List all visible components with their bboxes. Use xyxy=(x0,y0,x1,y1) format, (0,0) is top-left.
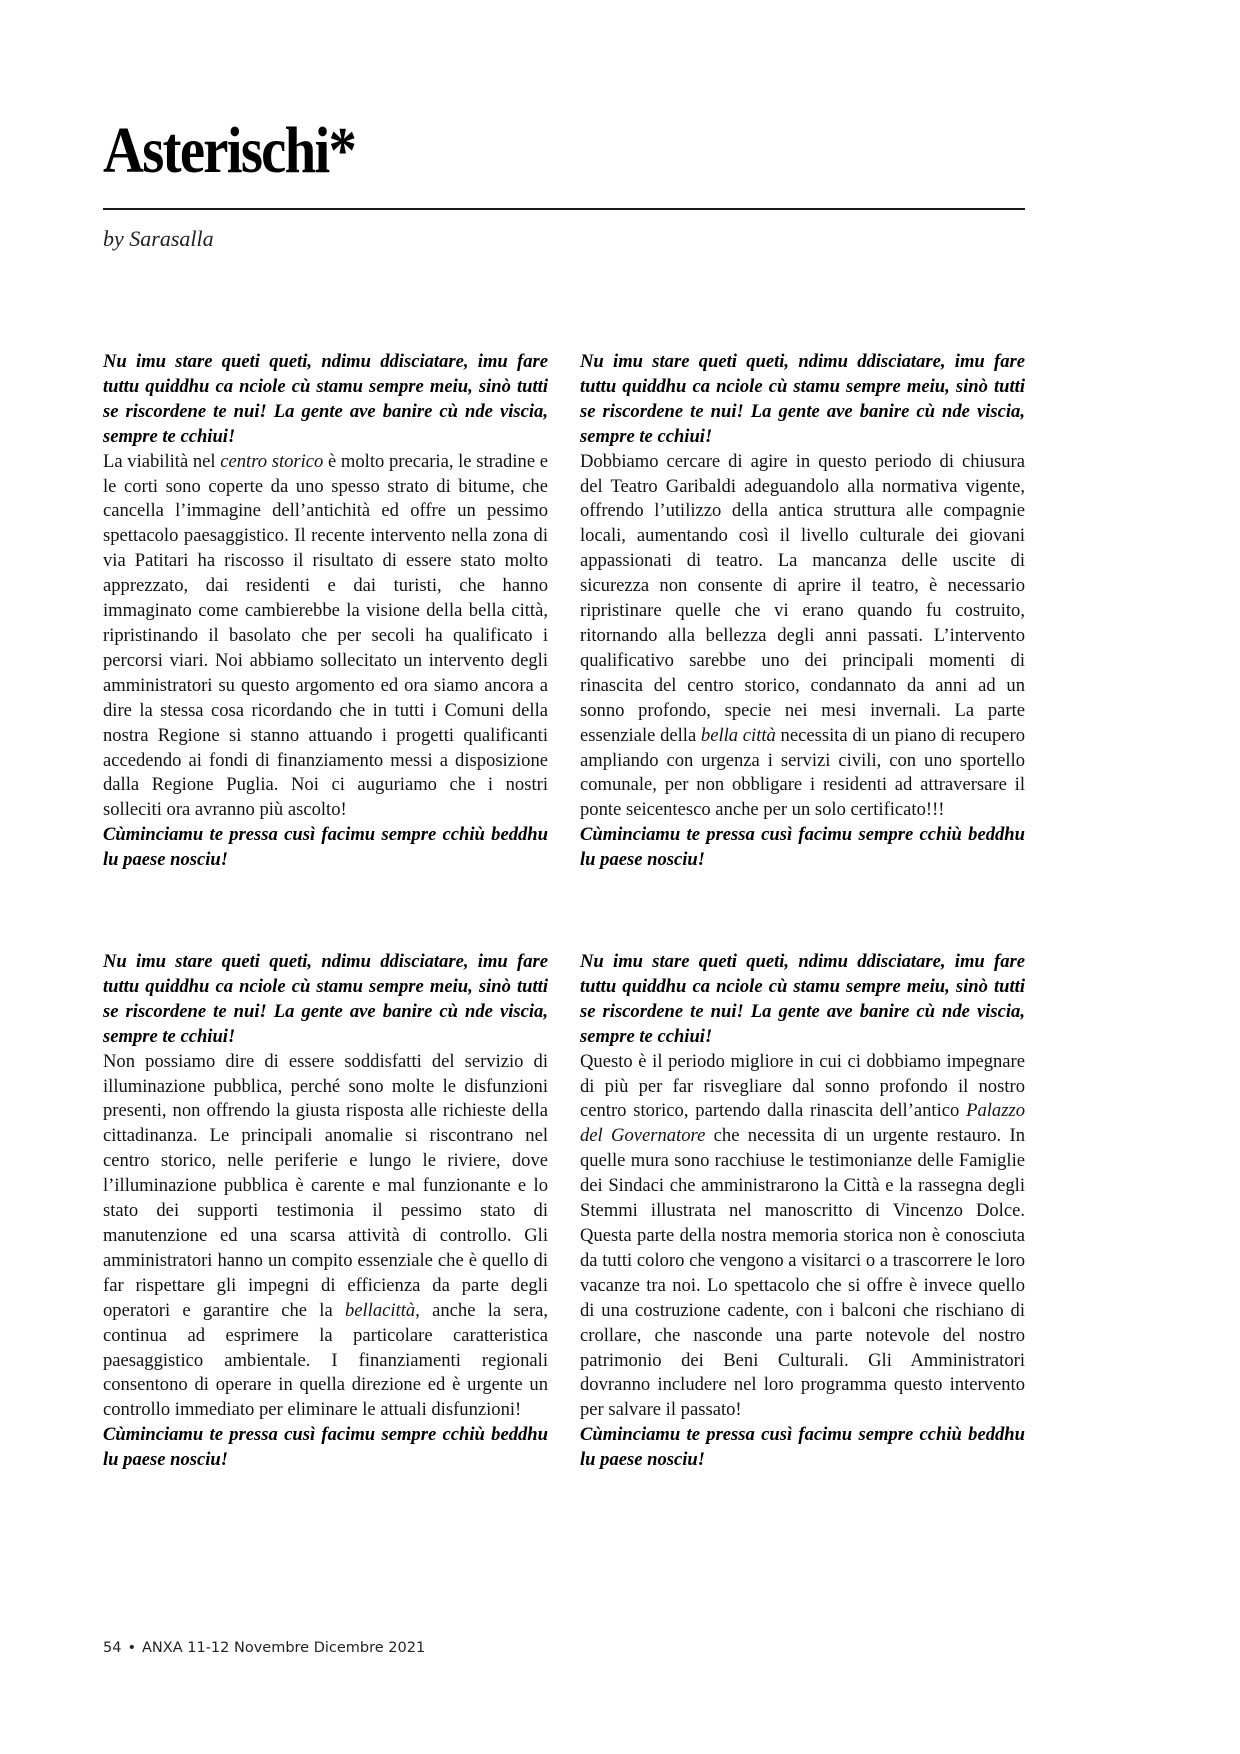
page-number: 54 xyxy=(103,1640,122,1656)
article-closing-motto: Cùminciamu te pressa cusì facimu sempre cchiù beddhu lu paese nosciu! xyxy=(103,824,548,871)
byline: by Sarasalla xyxy=(103,226,214,251)
body-segment: Dobbiamo cercare di agire in questo periodo di chiusura del Teatro Garibaldi adeguandolo alla normativa vigente, offrendo l’utilizzo della antica struttura alle compagnie locali, aumentando così il livello culturale dei giovani appassionati di teatro. La mancanza delle uscite di sicurezza non consente di aprire il teatro, è necessario ripristinare quelle che vi erano quando fu costruito, ritornando alla bellezza degli anni passati. L’intervento qualificativo sarebbe uno dei principali momenti di rinascita del centro storico, condannato da anni ad un sonno profondo, specie nei mesi invernali. La parte essenziale della xyxy=(580,450,1025,746)
article-intro-motto: Nu imu stare queti queti, ndimu ddisciatare, imu fare tuttu quiddhu ca nciole cù stamu sempre meiu, sinò tutti se riscordene te nui! La gente ave banire cù nde viscia, sempre te cchiui! xyxy=(580,351,1025,447)
article-body xyxy=(103,1050,548,1424)
article-block xyxy=(103,950,548,1473)
article-closing-motto: Cùminciamu te pressa cusì facimu sempre cchiù beddhu lu paese nosciu! xyxy=(103,1424,548,1471)
article-body xyxy=(580,450,1025,824)
article-closing-motto: Cùminciamu te pressa cusì facimu sempre cchiù beddhu lu paese nosciu! xyxy=(580,824,1025,871)
page-title: Asterischi* xyxy=(103,114,356,187)
article-closing-motto: Cùminciamu te pressa cusì facimu sempre cchiù beddhu lu paese nosciu! xyxy=(580,1424,1025,1471)
body-segment: necessita di un piano di recupero ampliando con urgenza i servizi civili, con uno sportello comunale, per non obbligare i residenti ad attraversare il ponte seicentesco anche per un solo certificato!!! xyxy=(580,724,1026,821)
body-segment: La viabilità nel xyxy=(103,450,221,472)
body-segment: , anche la sera, continua ad esprimere la particolare caratteristica paesaggistico ambientale. I finanziamenti regionali consentono di operare in quella direzione ed è urgente un controllo immediato per eliminare le attuali disfunzioni! xyxy=(103,1299,548,1421)
body-segment: è molto precaria, le stradine e le corti sono coperte da uno spesso strato di bitume, che cancella l’immagine dell’antichità ed offre un pessimo spettacolo paesaggistico. Il recente intervento nella zona di via Patitari ha riscosso il risultato di essere stato molto apprezzato, dai residenti e dai turisti, che hanno immaginato come cambierebbe la visione della bella città, ripristinando il basolato che per secoli ha qualificato i percorsi viari. Noi abbiamo sollecitato un intervento degli amministratori su questo argomento ed ora siamo ancora a dire la stessa cosa ricordando che in tutti i Comuni della nostra Regione si stanno attuando i progetti qualificanti accedendo ai fondi di finanziamento messi a disposizione dalla Regione Puglia. Noi ci auguriamo che i nostri solleciti ora avranno più ascolto! xyxy=(103,450,548,821)
page-footer xyxy=(103,1640,425,1656)
title-divider xyxy=(103,208,1025,210)
article-intro-motto: Nu imu stare queti queti, ndimu ddisciatare, imu fare tuttu quiddhu ca nciole cù stamu sempre meiu, sinò tutti se riscordene te nui! La gente ave banire cù nde viscia, sempre te cchiui! xyxy=(103,351,548,447)
article-intro-motto: Nu imu stare queti queti, ndimu ddisciatare, imu fare tuttu quiddhu ca nciole cù stamu sempre meiu, sinò tutti se riscordene te nui! La gente ave banire cù nde viscia, sempre te cchiui! xyxy=(103,951,548,1047)
bullet-separator: • xyxy=(127,1640,137,1656)
article-body xyxy=(580,1050,1025,1424)
article-intro-motto: Nu imu stare queti queti, ndimu ddisciatare, imu fare tuttu quiddhu ca nciole cù stamu sempre meiu, sinò tutti se riscordene te nui! La gente ave banire cù nde viscia, sempre te cchiui! xyxy=(580,951,1025,1047)
article-block xyxy=(580,950,1025,1473)
body-emphasis: bellacittà xyxy=(344,1299,416,1321)
article-body xyxy=(103,450,548,824)
publication-info: ANXA 11-12 Novembre Dicembre 2021 xyxy=(142,1640,426,1656)
body-segment: Questo è il periodo migliore in cui ci dobbiamo impegnare di più per far risvegliare dal sonno profondo il nostro centro storico, partendo dalla rinascita dell’antico xyxy=(580,1050,1025,1122)
body-emphasis: Palazzo del Governatore xyxy=(580,1100,1025,1147)
article-block xyxy=(103,350,548,873)
body-segment: che necessita di un urgente restauro. In quelle mura sono racchiuse le testimonianze delle Famiglie dei Sindaci che amministrarono la Città e la rassegna degli Stemmi illustrata nel manoscritto di Vincenzo Dolce. Questa parte della nostra memoria storica non è conosciuta da tutti coloro che vengono a visitarci o a trascorrere le loro vacanze tra noi. Lo spettacolo che si offre è invece quello di una costruzione cadente, con i balconi che rischiano di crollare, che nasconde una parte notevole del nostro patrimonio dei Beni Culturali. Gli Amministratori dovranno includere nel loro programma questo intervento per salvare il passato! xyxy=(580,1125,1025,1421)
article-block xyxy=(580,350,1025,873)
body-emphasis: centro storico xyxy=(220,450,324,472)
body-segment: Non possiamo dire di essere soddisfatti del servizio di illuminazione pubblica, perché sono molte le disfunzioni presenti, non offrendo la giusta risposta alle richieste della cittadinanza. Le principali anomalie si riscontrano nel centro storico, nelle periferie e lungo le riviere, dove l’illuminazione pubblica è carente e mal funzionante e lo stato dei supporti testimonia il pessimo stato di manutenzione ed una scarsa attività di controllo. Gli amministratori hanno un compito essenziale che è quello di far rispettare gli impegni di efficienza da parte degli operatori e garantire che la xyxy=(103,1050,548,1321)
body-emphasis: bella città xyxy=(700,724,776,746)
